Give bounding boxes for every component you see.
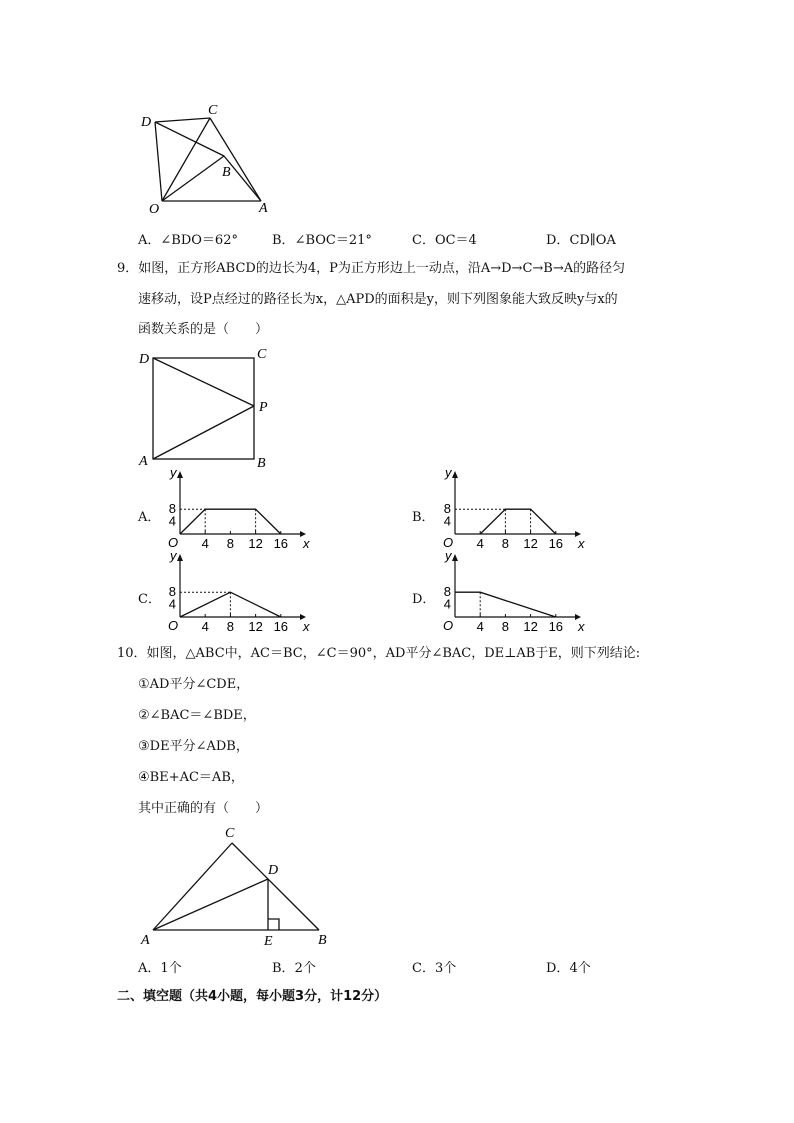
x-tick-label: 12 — [523, 536, 538, 551]
x-axis-label: x — [578, 536, 585, 551]
q10-label-b: B — [318, 933, 327, 948]
q9-label-d: D — [139, 352, 150, 367]
q9-graph-b — [435, 468, 585, 556]
origin-label: O — [443, 535, 454, 550]
q10-label-a: A — [141, 933, 150, 948]
q8-option-b: B．∠BOC＝21° — [272, 233, 372, 248]
y-tick-label: 8 — [168, 584, 176, 600]
q8-label-o: O — [149, 202, 160, 217]
q9-label-p: P — [259, 400, 268, 415]
y-axis-label: y — [170, 468, 177, 480]
y-axis-label: y — [170, 551, 177, 563]
x-tick-label: 4 — [201, 619, 209, 634]
q9-stem-line-1: 9．如图，正方形ABCD的边长为4，P为正方形边上一动点，沿A→D→C→B→A的路径匀 — [117, 261, 626, 276]
q8-option-c: C．OC＝4 — [412, 233, 477, 248]
y-tick-label: 4 — [443, 513, 451, 529]
x-tick-label: 4 — [476, 536, 484, 551]
x-tick-label: 16 — [548, 619, 564, 634]
x-tick-label: 16 — [273, 619, 289, 634]
q9-label-b: B — [257, 456, 266, 470]
q10-statement-3: ③DE平分∠ADB， — [138, 739, 249, 754]
y-tick-label: 8 — [443, 584, 451, 600]
q8-label-d: D — [141, 115, 152, 130]
y-tick-label: 8 — [443, 501, 451, 517]
q9-label-c: C — [257, 347, 267, 362]
x-tick-label: 8 — [501, 619, 510, 634]
y-tick-label: 4 — [443, 596, 451, 612]
q8-label-a: A — [259, 201, 268, 216]
y-axis-arrow — [177, 471, 183, 478]
q10-stem: 10．如图，△ABC中，AC＝BC，∠C＝90°，AD平分∠BAC，DE⊥AB于E，则下列结论: — [117, 646, 641, 661]
q8-option-d: D．CD∥OA — [546, 233, 616, 248]
x-tick-label: 16 — [548, 536, 564, 551]
y-axis-label: y — [445, 551, 452, 563]
graph-line — [480, 509, 556, 534]
q10-label-d: D — [268, 863, 279, 878]
q9-option-a-letter: A． — [138, 510, 161, 525]
x-tick-label: 8 — [226, 619, 235, 634]
x-axis-label: x — [303, 536, 310, 551]
q10-option-d: D．4个 — [546, 961, 591, 976]
x-axis-label: x — [303, 619, 310, 634]
q10-statement-4: ④BE+AC＝AB， — [138, 770, 244, 785]
origin-label: O — [168, 535, 179, 550]
q9-option-d-letter: D． — [412, 592, 436, 607]
q9-stem-line-2: 速移动，设P点经过的路径长为x，△APD的面积是y，则下列图象能大致反映y与x的 — [138, 292, 618, 307]
x-tick-label: 4 — [201, 536, 209, 551]
q10-question: 其中正确的有（ ） — [138, 801, 269, 816]
x-tick-label: 12 — [248, 619, 263, 634]
y-tick-label: 4 — [168, 513, 176, 529]
q8-label-c: C — [208, 103, 218, 118]
y-tick-label: 4 — [168, 596, 176, 612]
q9-graph-a — [160, 468, 310, 556]
q9-graph-c — [160, 551, 310, 639]
graph-line — [180, 509, 281, 534]
q10-option-b: B．2个 — [272, 961, 316, 976]
q8-figure — [135, 100, 285, 218]
y-axis-label: y — [445, 468, 452, 480]
q10-label-c: C — [225, 826, 235, 841]
graph-line — [455, 592, 556, 617]
q10-option-c: C．3个 — [412, 961, 457, 976]
origin-label: O — [443, 618, 454, 633]
q10-statement-2: ②∠BAC＝∠BDE， — [138, 708, 256, 723]
q9-label-a: A — [139, 454, 148, 469]
y-axis-arrow — [452, 471, 458, 478]
q9-option-b-letter: B． — [412, 510, 435, 525]
q10-label-e: E — [264, 934, 273, 949]
x-tick-label: 8 — [501, 536, 510, 551]
y-tick-label: 8 — [168, 501, 176, 517]
q10-triangle-figure — [135, 822, 335, 952]
q9-graph-d — [435, 551, 585, 639]
q10-statement-1: ①AD平分∠CDE， — [138, 677, 250, 692]
q10-option-a: A．1个 — [138, 961, 182, 976]
q9-option-c-letter: C． — [138, 592, 161, 607]
x-tick-label: 12 — [248, 536, 263, 551]
section-2-title: 二、填空题（共4小题，每小题3分，计12分） — [117, 989, 388, 1004]
x-tick-label: 12 — [523, 619, 538, 634]
y-axis-arrow — [177, 554, 183, 561]
q9-stem-line-3: 函数关系的是（ ） — [138, 322, 269, 337]
q8-label-b: B — [222, 165, 231, 180]
q8-option-a: A．∠BDO＝62° — [138, 233, 238, 248]
origin-label: O — [168, 618, 179, 633]
x-tick-label: 4 — [476, 619, 484, 634]
y-axis-arrow — [452, 554, 458, 561]
q9-square-figure — [135, 345, 285, 470]
x-tick-label: 8 — [226, 536, 235, 551]
x-tick-label: 16 — [273, 536, 289, 551]
x-axis-label: x — [578, 619, 585, 634]
